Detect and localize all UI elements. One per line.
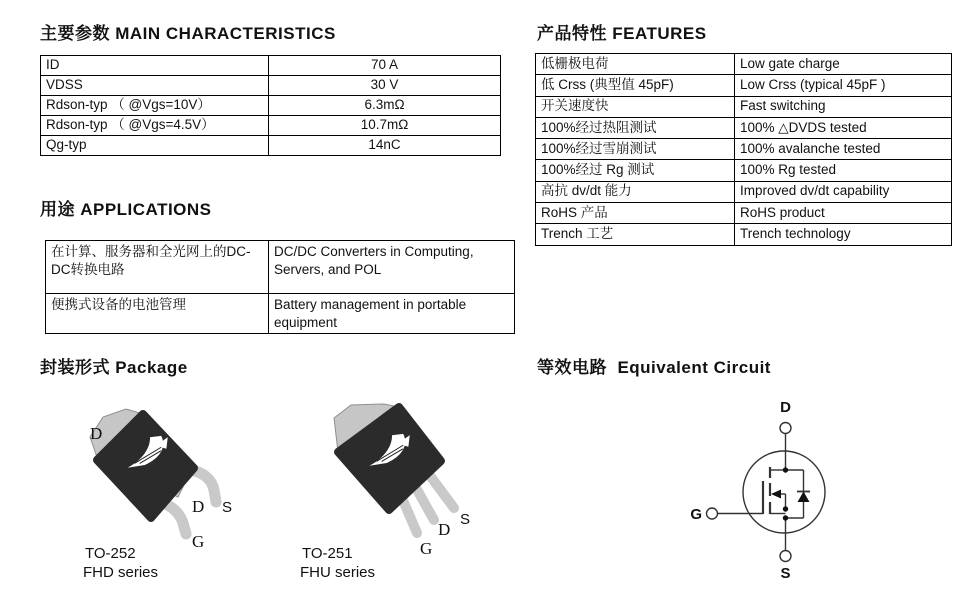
table-row	[46, 294, 515, 334]
feature-en-cell: Improved dv/dt capability	[735, 181, 952, 202]
table-row	[46, 241, 515, 294]
table-row	[41, 76, 501, 96]
package-to251-figure	[280, 388, 500, 593]
package-series: FHD series	[83, 564, 159, 581]
body-diode	[798, 492, 810, 503]
junction-dot	[783, 506, 788, 511]
pin-label-d: D	[192, 497, 205, 516]
pin-label-d-tab: D	[90, 424, 103, 443]
feature-cn-cell: 100%经过 Rg 测试	[536, 160, 735, 181]
pin-label-g: G	[420, 539, 433, 558]
table-row	[536, 160, 952, 181]
table-row	[536, 54, 952, 75]
feature-cn-cell: Trench 工艺	[536, 224, 735, 245]
feature-cn-cell: 低 Crss (典型值 45pF)	[536, 75, 735, 96]
terminal-label-g: G	[690, 506, 702, 523]
value-cell: 10.7mΩ	[269, 116, 501, 136]
table-row	[536, 224, 952, 245]
table-row	[536, 139, 952, 160]
table-row	[41, 136, 501, 156]
param-cell: ID	[41, 56, 269, 76]
table-row	[41, 56, 501, 76]
feature-cn-cell: RoHS 产品	[536, 203, 735, 224]
feature-cn-cell: 开关速度快	[536, 96, 735, 117]
table-row	[536, 96, 952, 117]
junction-dot	[783, 515, 788, 520]
package-name: TO-251	[302, 545, 353, 562]
application-en-cell: Battery management in portable equipment	[269, 294, 515, 334]
package-lead-d	[415, 486, 434, 520]
applications-table	[45, 240, 515, 334]
param-cell: Qg-typ	[41, 136, 269, 156]
features-table	[535, 53, 952, 246]
feature-cn-cell: 100%经过热阻测试	[536, 117, 735, 138]
feature-en-cell: 100% △DVDS tested	[735, 117, 952, 138]
value-cell: 30 V	[269, 76, 501, 96]
application-cn-cell: 在计算、服务器和全光网上的DC-DC转换电路	[46, 241, 269, 294]
pin-label-g: G	[192, 532, 205, 551]
param-cell: Rdson-typ （ @Vgs=10V）	[41, 96, 269, 116]
section-title-equivalent-circuit: 等效电路 Equivalent Circuit	[537, 358, 771, 377]
drain-terminal	[780, 423, 791, 434]
mosfet-arrow	[771, 490, 781, 499]
feature-en-cell: Low Crss (typical 45pF )	[735, 75, 952, 96]
table-row	[536, 203, 952, 224]
equivalent-circuit-figure	[640, 395, 852, 590]
package-lead-s	[428, 473, 454, 508]
pin-label-s: S	[460, 511, 471, 528]
feature-en-cell: RoHS product	[735, 203, 952, 224]
value-cell: 70 A	[269, 56, 501, 76]
feature-cn-cell: 低栅极电荷	[536, 54, 735, 75]
gate-terminal	[707, 508, 718, 519]
junction-dot	[783, 467, 788, 472]
value-cell: 14nC	[269, 136, 501, 156]
terminal-label-d: D	[780, 399, 791, 416]
param-cell: Rdson-typ （ @Vgs=4.5V）	[41, 116, 269, 136]
param-cell: VDSS	[41, 76, 269, 96]
value-cell: 6.3mΩ	[269, 96, 501, 116]
source-terminal	[780, 551, 791, 562]
table-row	[536, 75, 952, 96]
feature-en-cell: Trench technology	[735, 224, 952, 245]
feature-cn-cell: 高抗 dv/dt 能力	[536, 181, 735, 202]
main-characteristics-table	[40, 55, 501, 156]
feature-en-cell: 100% avalanche tested	[735, 139, 952, 160]
section-title-applications: 用途 APPLICATIONS	[40, 200, 212, 219]
table-row	[536, 117, 952, 138]
terminal-label-s: S	[780, 565, 791, 582]
application-en-cell: DC/DC Converters in Computing, Servers, and POL	[269, 241, 515, 294]
package-name: TO-252	[85, 545, 136, 562]
mosfet-symbol	[707, 423, 826, 562]
pin-label-s: S	[222, 499, 233, 516]
section-title-features: 产品特性 FEATURES	[537, 24, 707, 43]
section-title-package: 封装形式 Package	[40, 358, 188, 377]
application-cn-cell: 便携式设备的电池管理	[46, 294, 269, 334]
section-title-main-characteristics: 主要参数 MAIN CHARACTERISTICS	[40, 24, 336, 43]
feature-cn-cell: 100%经过雪崩测试	[536, 139, 735, 160]
table-row	[41, 96, 501, 116]
package-lead-g	[402, 498, 417, 533]
feature-en-cell: 100% Rg tested	[735, 160, 952, 181]
feature-en-cell: Fast switching	[735, 96, 952, 117]
pin-label-d: D	[438, 520, 451, 539]
feature-en-cell: Low gate charge	[735, 54, 952, 75]
table-row	[536, 181, 952, 202]
package-series: FHU series	[300, 564, 376, 581]
table-row	[41, 116, 501, 136]
package-to252-figure	[40, 388, 260, 593]
